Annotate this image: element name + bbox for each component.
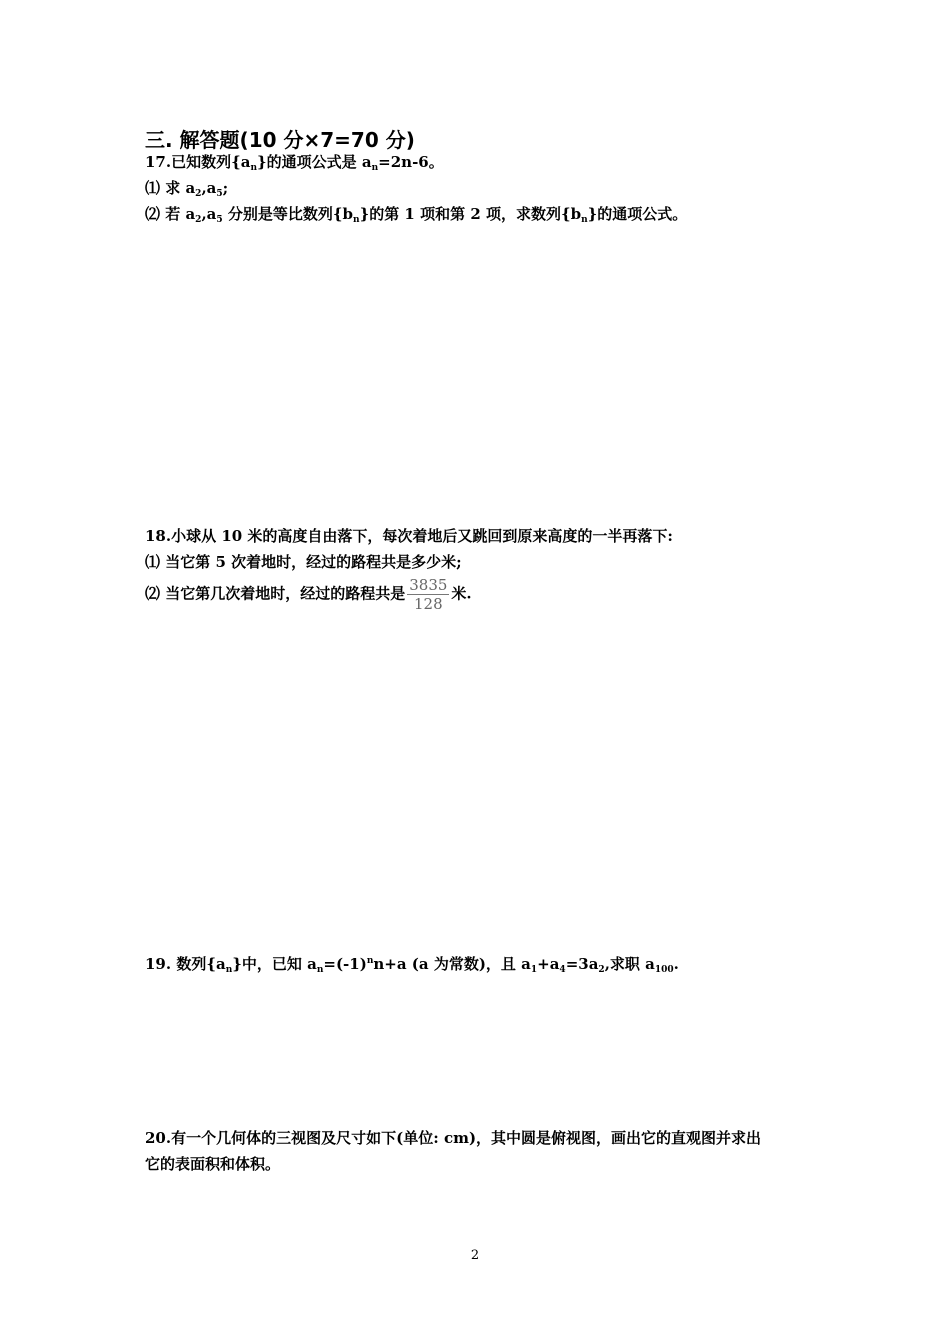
subscript: n [316,965,324,975]
q19-text: n+a (a 为常数)，且 a [373,955,531,973]
subscript: 100 [654,965,674,975]
q17-text: ⑵ 若 a [145,205,196,223]
subscript: 2 [598,965,605,975]
q19-text: =(-1) [323,955,367,973]
q17-text: 分别是等比数列{b [222,205,354,223]
fraction-denominator: 128 [414,595,443,613]
page-number: 2 [470,1248,480,1263]
q20-line2: 它的表面积和体积。 [145,1155,281,1173]
q17-text: =2n-6。 [378,153,444,171]
q17-stem [145,152,444,172]
q17-text: }的第 1 项和第 2 项，求数列{b [359,205,582,223]
subscript: 4 [559,965,566,975]
q17-text: ,a [201,205,217,223]
q17-text: 17.已知数列{a [145,153,251,171]
subscript: n [371,163,379,173]
fraction [407,576,449,613]
q19-text: ,求职 a [604,955,655,973]
subscript: 5 [216,189,223,199]
q20-line1: 20.有一个几何体的三视图及尺寸如下(单位: cm)，其中圆是俯视图，画出它的直观图并求出 [145,1129,762,1147]
q19-text: }中，已知 a [232,955,317,973]
q19-stem [145,954,679,974]
q18-part2 [145,576,472,613]
section-title: 三. 解答题(10 分×7=70 分) [145,128,415,152]
subscript: 1 [530,965,538,975]
subscript: n [225,965,233,975]
q17-text: }的通项公式是 a [257,153,372,171]
fraction-numerator: 3835 [409,576,448,594]
q17-text: ; [222,179,229,197]
q19-text: . [673,955,679,973]
q19-text: 19. 数列{a [145,955,226,973]
subscript: 2 [195,215,202,225]
q17-text: ,a [201,179,217,197]
q18-text: 米. [451,584,472,603]
q17-part2 [145,204,687,224]
subscript: n [353,215,360,225]
q18-part1: ⑴ 当它第 5 次着地时，经过的路程共是多少米; [145,553,462,571]
q19-text: =3a [565,955,599,973]
q17-part1 [145,178,228,198]
superscript: n [366,956,374,966]
subscript: n [250,163,258,173]
q17-text: }的通项公式。 [587,205,688,223]
subscript: 2 [195,189,202,199]
q17-text: ⑴ 求 a [145,179,196,197]
subscript: n [581,215,588,225]
q19-text: +a [537,955,560,973]
q18-stem: 18.小球从 10 米的高度自由落下，每次着地后又跳回到原来高度的一半再落下: [145,527,673,545]
q18-text: ⑵ 当它第几次着地时，经过的路程共是 [145,584,406,603]
subscript: 5 [216,215,223,225]
